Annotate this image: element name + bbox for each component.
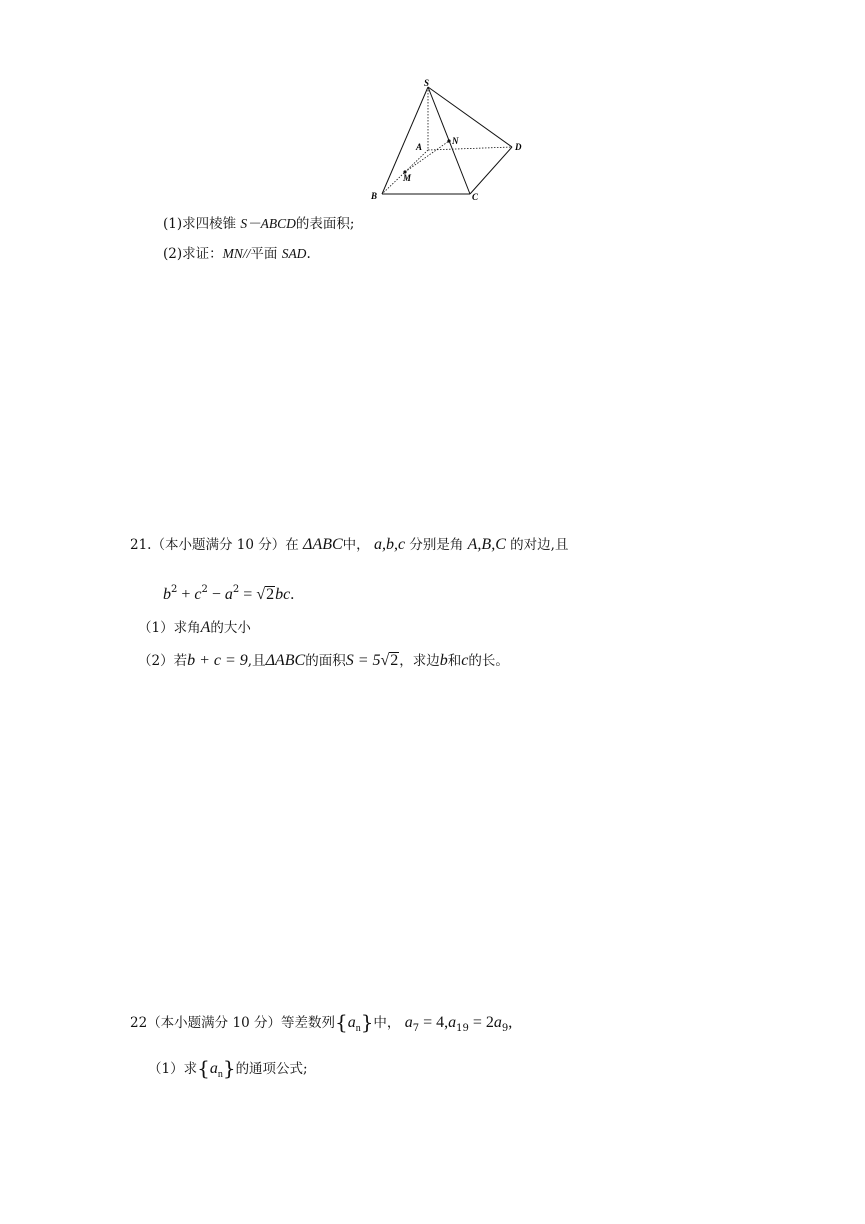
q21-equation: $b^2 + c^2 - a^2 = √2bc$.	[163, 584, 295, 603]
label-d: D	[515, 142, 522, 152]
q21-header: 21.（本小题满分 10 分）在 ΔABC中， a,b,c 分别是角 A,B,C 的对边,且	[130, 536, 569, 553]
label-a: A	[416, 142, 423, 152]
q21-part1: （1）求角A的大小	[138, 619, 251, 636]
q21-part2: （2）若b + c = 9,且ΔABC的面积S = 5√2，求边b和c的长。	[138, 652, 509, 669]
q22-part1: （1）求$\{a_n\}$的通项公式;	[148, 1056, 308, 1080]
q20-part1: (1)求四棱锥 S－ABCD的表面积;	[163, 216, 355, 232]
q22-header: 22（本小题满分 10 分）等差数列$\{a_n\}$中， $a_7 = 4,a_{19} = 2a_9$,	[130, 1010, 513, 1034]
label-c: C	[472, 192, 479, 202]
pyramid-figure	[365, 78, 535, 206]
label-b: B	[371, 191, 378, 201]
label-m: M	[403, 173, 412, 183]
label-s: S	[424, 78, 430, 88]
label-n: N	[452, 136, 459, 146]
point-n	[447, 139, 450, 142]
q20-part2: (2)求证：MN//平面 SAD.	[163, 246, 311, 262]
